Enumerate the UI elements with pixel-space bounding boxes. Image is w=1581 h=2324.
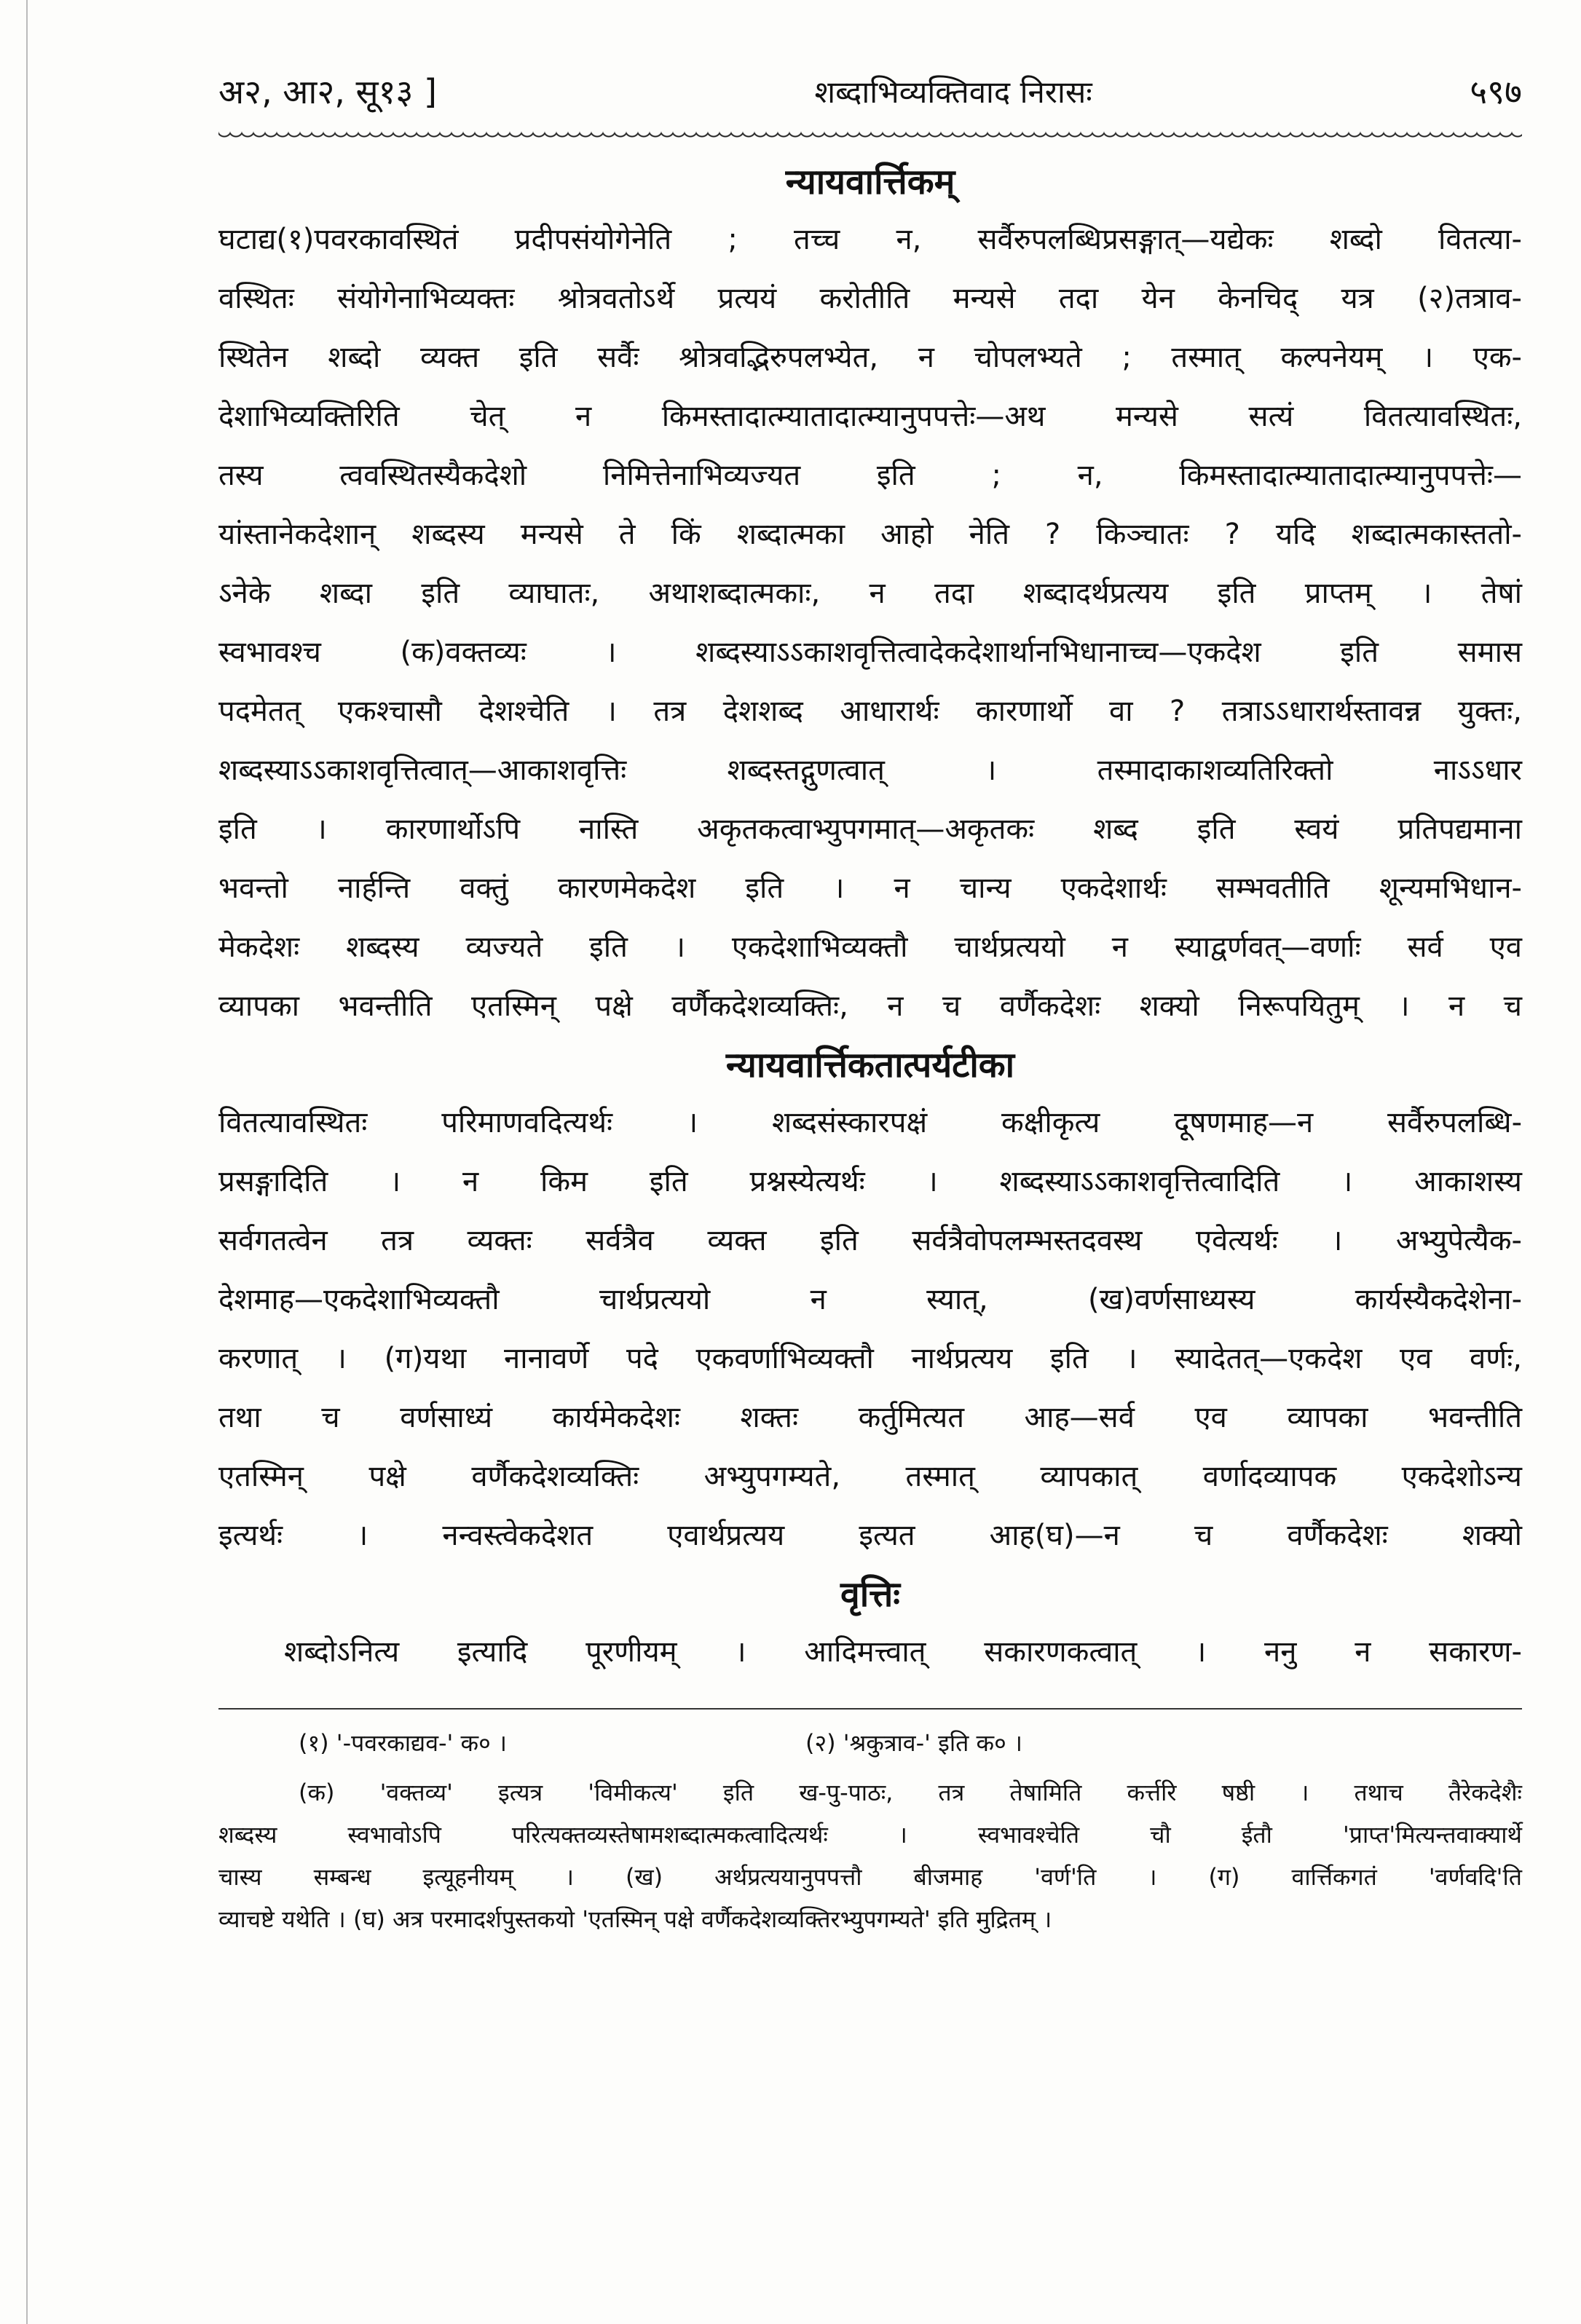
text-line: ऽनेके शब्दा इति व्याघातः, अथाशब्दात्मकाः, न तदा शब्दादर्थप्रत्यय इति प्राप्तम् । तेषां xyxy=(218,577,1522,610)
text-line: देशाभिव्यक्तिरिति चेत् न किमस्तादात्म्यातादात्म्यानुपपत्तेः—अथ मन्यसे सत्यं वितत्यावस्थितः, xyxy=(218,400,1522,433)
section-heading: वृत्तिः xyxy=(840,1574,900,1615)
section-heading: न्यायवार्त्तिकम् xyxy=(785,162,955,202)
section-nyayavarttika xyxy=(218,157,1522,1036)
section-text xyxy=(218,1094,1522,1565)
running-header xyxy=(218,58,1522,124)
text-line: व्यापका भवन्तीति एतस्मिन् पक्षे वर्णैकदेशव्यक्तिः, न च वर्णैकदेशः शक्यो निरूपयितुम् । न च xyxy=(218,989,1522,1023)
text-line: स्वभावश्च (क)वक्तव्यः । शब्दस्याऽऽकाशवृत्तित्वादेकदेशार्थानभिधानाच्च—एकदेश इति समास xyxy=(218,636,1522,669)
footnote-line: चास्य सम्बन्ध इत्यूहनीयम् । (ख) अर्थप्रत्ययानुपपत्तौ बीजमाह 'वर्ण'ति । (ग) वार्त्तिकगतं 'वर्णवदि'ति xyxy=(218,1863,1522,1891)
text-line: तस्य त्ववस्थितस्यैकदेशो निमित्तेनाभिव्यज्यत इति ; न, किमस्तादात्म्यातादात्म्यानुपपत्तेः— xyxy=(218,459,1522,492)
footnote-variant: (१) '-पवरकाद्यव-' क० । xyxy=(299,1729,508,1757)
text-line: शब्दोऽनित्य इत्यादि पूरणीयम् । आदिमत्त्वात् सकारणकत्वात् । ननु न सकारण- xyxy=(284,1635,1522,1669)
text-line: भवन्तो नार्हन्ति वक्तुं कारणमेकदेश इति । न चान्य एकदेशार्थः सम्भवतीति शून्यमभिधान- xyxy=(218,872,1522,905)
page-edge-line xyxy=(26,0,28,2324)
footnote-line: व्याचष्टे यथेति । (घ) अत्र परमादर्शपुस्तकयो 'एतस्मिन् पक्षे वर्णैकदेशव्यक्तिरभ्युपगम्यते' इति मुद्रितम् । xyxy=(218,1905,1052,1933)
header-title: शब्दाभिव्यक्तिवाद निरासः xyxy=(814,74,1092,110)
text-line: इत्यर्थः । नन्वस्त्वेकदेशत एवार्थप्रत्यय इत्यत आह(घ)—न च वर्णैकदेशः शक्यो xyxy=(218,1519,1522,1552)
text-line: प्रसङ्गादिति । न किम इति प्रश्नस्येत्यर्थः । शब्दस्याऽऽकाशवृत्तित्वादिति । आकाशस्य xyxy=(218,1165,1522,1198)
text-line: स्थितेन शब्दो व्यक्त इति सर्वैः श्रोत्रवद्भिरुपलभ्येत, न चोपलभ्यते ; तस्मात् कल्पनेयम् । एक- xyxy=(218,341,1522,374)
footnote-line: शब्दस्य स्वभावोऽपि परित्यक्तव्यस्तेषामशब्दात्मकत्वादित्यर्थः । स्वभावश्चेति चौ ईतौ 'प्राप्त'मित्यन्तवाक्यार्थे xyxy=(218,1821,1522,1849)
footnotes xyxy=(218,1771,1522,1940)
text-line: शब्दस्याऽऽकाशवृत्तित्वात्—आकाशवृत्तिः शब्दस्तद्गुणत्वात् । तस्मादाकाशव्यतिरिक्तो नाऽऽधार xyxy=(218,754,1522,787)
footnote-variants xyxy=(218,1727,1522,1758)
header-wavy-rule xyxy=(218,131,1522,143)
text-line: करणात् । (ग)यथा नानावर्णे पदे एकवर्णाभिव्यक्तौ नार्थप्रत्यय इति । स्यादेतत्—एकदेश एव वर्णः, xyxy=(218,1342,1522,1375)
text-line: पदमेतत् एकश्चासौ देशश्चेति । तत्र देशशब्द आधारार्थः कारणार्थो वा ? तत्राऽऽधारार्थस्तावन्न युक्तः, xyxy=(218,695,1522,728)
text-line: एतस्मिन् पक्षे वर्णैकदेशव्यक्तिः अभ्युपगम्यते, तस्मात् व्यापकात् वर्णादव्यापक एकदेशोऽन्य xyxy=(218,1460,1522,1493)
footnote-line: (क) 'वक्तव्य' इत्यत्र 'विमीकत्य' इति ख-पु-पाठः, तत्र तेषामिति कर्त्तरि षष्ठी । तथाच तैरेकदेशैः xyxy=(299,1779,1522,1806)
text-line: वस्थितः संयोगेनाभिव्यक्तः श्रोत्रवतोऽर्थे प्रत्ययं करोतीति मन्यसे तदा येन केनचिद् यत्र (२)तत्राव- xyxy=(218,282,1522,315)
text-line: देशमाह—एकदेशाभिव्यक्तौ चार्थप्रत्ययो न स्यात्, (ख)वर्णसाध्यस्य कार्यस्यैकदेशेना- xyxy=(218,1283,1522,1316)
footnote-rule xyxy=(218,1708,1522,1710)
section-text xyxy=(218,1623,1522,1682)
footnote-variant: (२) 'श्रकुत्राव-' इति क० । xyxy=(805,1729,1023,1757)
section-tatparyatika xyxy=(218,1040,1522,1565)
section-heading: न्यायवार्त्तिकतात्पर्यटीका xyxy=(725,1045,1015,1086)
text-line: घटाद्य(१)पवरकावस्थितं प्रदीपसंयोगेनेति ; तच्च न, सर्वैरुपलब्धिप्रसङ्गात्—यद्येकः शब्दो वितत्या- xyxy=(218,223,1522,256)
text-line: मेकदेशः शब्दस्य व्यज्यते इति । एकदेशाभिव्यक्तौ चार्थप्रत्ययो न स्याद्वर्णवत्—वर्णाः सर्व एव xyxy=(218,930,1522,964)
text-line: इति । कारणार्थोऽपि नास्ति अकृतकत्वाभ्युपगमात्—अकृतकः शब्द इति स्वयं प्रतिपद्यमाना xyxy=(218,813,1522,846)
text-line: तथा च वर्णसाध्यं कार्यमेकदेशः शक्तः कर्तुमित्यत आह—सर्व एव व्यापका भवन्तीति xyxy=(218,1401,1522,1434)
text-line: सर्वगतत्वेन तत्र व्यक्तः सर्वत्रैव व्यक्त इति सर्वत्रैवोपलम्भस्तदवस्थ एवेत्यर्थः । अभ्युपेत्यैक- xyxy=(218,1224,1522,1257)
text-line: यांस्तानेकदेशान् शब्दस्य मन्यसे ते किं शब्दात्मका आहो नेति ? किञ्चातः ? यदि शब्दात्मकास्ततो- xyxy=(218,518,1522,551)
book-page xyxy=(218,58,1522,1940)
section-text xyxy=(218,210,1522,1036)
header-reference: अ२, आ२, सू१३ ] xyxy=(218,72,437,111)
text-line: वितत्यावस्थितः परिमाणवदित्यर्थः । शब्दसंस्कारपक्षं कक्षीकृत्य दूषणमाह—न सर्वैरुपलब्धि- xyxy=(218,1106,1522,1139)
page-number: ५९७ xyxy=(1470,72,1522,111)
section-vritti xyxy=(218,1570,1522,1682)
